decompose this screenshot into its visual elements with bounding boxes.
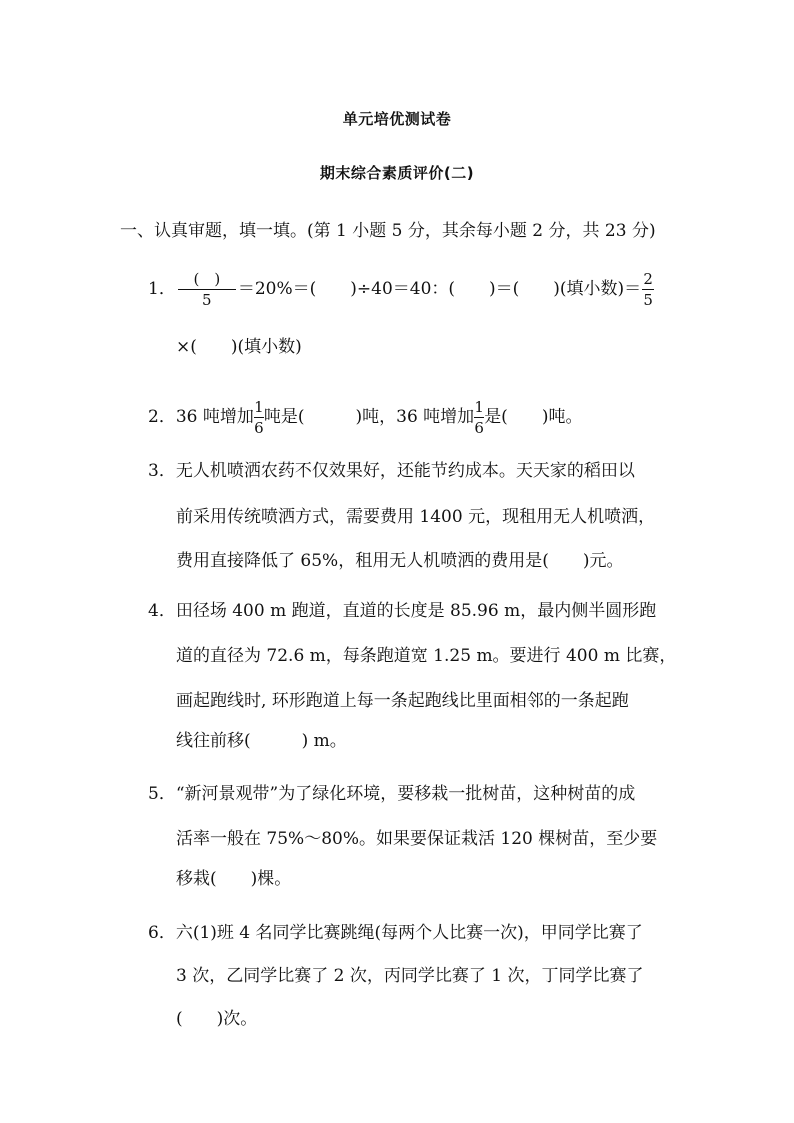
question-3-line-2: 前采用传统喷洒方式，需要费用 1400 元，现租用无人机喷洒， <box>176 507 656 527</box>
question-3-line-1: 3．无人机喷洒农药不仅效果好，还能节约成本。天天家的稻田以 <box>148 461 635 481</box>
exam-subtitle: 期末综合素质评价(二) <box>319 164 475 182</box>
question-number: 1． <box>148 279 176 299</box>
question-number: 4． <box>148 601 176 621</box>
question-1-line-1 <box>148 270 654 309</box>
question-number: 3． <box>148 461 176 481</box>
fraction-1-6: $\frac{1}{6}$ <box>254 398 264 437</box>
question-1-line-2: ×( )(填小数) <box>176 337 302 357</box>
exam-title: 单元培优测试卷 <box>342 110 452 128</box>
question-4-line-2: 道的直径为 72.6 m，每条跑道宽 1.25 m。要进行 400 m 比赛， <box>176 646 677 666</box>
question-text: 吨是( )吨，36 吨增加 <box>263 407 475 427</box>
fraction-2-5: $\frac{2}{5}$ <box>643 270 653 309</box>
question-number: 6． <box>148 923 176 943</box>
question-5-line-3: 移栽( )棵。 <box>176 869 292 889</box>
question-6-line-1: 6．六(1)班 4 名同学比赛跳绳(每两个人比赛一次)，甲同学比赛了 <box>148 923 643 943</box>
question-4-line-1: 4．田径场 400 m 跑道，直道的长度是 85.96 m，最内侧半圆形跑 <box>148 601 657 621</box>
fraction-blank-over-5: $\frac{( )}{5}$ <box>178 270 236 309</box>
question-6-line-3: ( )次。 <box>176 1009 258 1029</box>
fraction-1-6: $\frac{1}{6}$ <box>474 398 484 437</box>
question-4-line-4: 线往前移( ) m。 <box>176 731 347 751</box>
question-number: 2． <box>148 407 176 427</box>
question-5-line-1: 5．“新河景观带”为了绿化环境，要移栽一批树苗，这种树苗的成 <box>148 784 636 804</box>
question-6-line-2: 3 次，乙同学比赛了 2 次，丙同学比赛了 1 次，丁同学比赛了 <box>176 966 644 986</box>
question-4-line-3: 画起跑线时, 环形跑道上每一条起跑线比里面相邻的一条起跑 <box>176 691 629 711</box>
question-text: 是( )吨。 <box>484 407 583 427</box>
question-text: 36 吨增加 <box>175 407 254 427</box>
question-text: ＝20%＝( )÷40＝40：( )＝( )(填小数)＝ <box>237 279 642 299</box>
question-2-line-1 <box>148 398 582 437</box>
question-5-line-2: 活率一般在 75%～80%。如果要保证栽活 120 棵树苗，至少要 <box>176 829 658 849</box>
question-number: 5． <box>148 784 176 804</box>
question-3-line-3: 费用直接降低了 65%，租用无人机喷洒的费用是( )元。 <box>176 551 624 571</box>
section-heading: 一、认真审题，填一填。(第 1 小题 5 分，其余每小题 2 分，共 23 分) <box>120 221 656 241</box>
